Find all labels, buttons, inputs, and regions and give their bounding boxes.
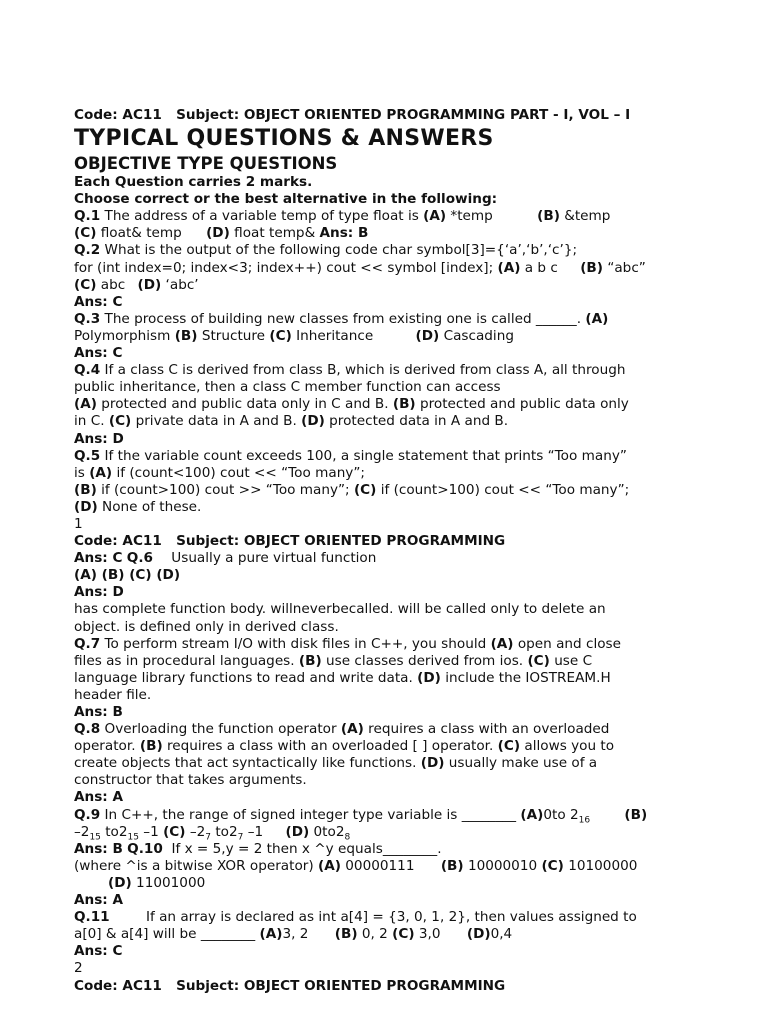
question-8-cont-3: constructor that takes arguments. [74, 772, 307, 789]
question-5-cont: is (A) if (count<100) cout << “Too many”; [74, 464, 365, 481]
question-3: Q.3 The process of building new classes from existing one is called ______. (A) [74, 310, 609, 327]
answer: Ans: D [74, 430, 124, 447]
page-number: 1 [74, 515, 83, 532]
question-5-options: (B) if (count>100) cout >> “Too many”; (C) if (count>100) cout << “Too many”; [74, 481, 630, 498]
question-8: Q.8 Overloading the function operator (A) requires a class with an overloaded [74, 721, 610, 738]
question-1-options: (C) float& temp (D) float temp& Ans: B [74, 225, 369, 242]
question-5-options-2: (D) None of these. [74, 498, 202, 515]
page-header [74, 107, 714, 124]
header-subject: Subject: OBJECT ORIENTED PROGRAMMING PART - I, VOL – I [176, 107, 631, 123]
answer: Ans: A [74, 892, 123, 909]
instruction: Choose correct or the best alternative in the following: [74, 191, 498, 208]
question-11: Q.11 If an array is declared as int a[4] = {3, 0, 1, 2}, then values assigned to [74, 909, 637, 926]
question-10-options-2: (D) 11001000 [108, 874, 206, 891]
marks-note: Each Question carries 2 marks. [74, 174, 313, 191]
question-11-options: a[0] & a[4] will be ________ (A)3, 2 (B) 0, 2 (C) 3,0 (D)0,4 [74, 926, 513, 943]
answer: Ans: B [319, 225, 369, 242]
question-7-cont: files as in procedural languages. (B) use classes derived from ios. (C) use C [74, 652, 593, 669]
question-1: Q.1 The address of a variable temp of type float is (A) *temp (B) &temp [74, 208, 611, 225]
question-7-cont-3: header file. [74, 686, 152, 703]
header-code: Code: AC11 [74, 107, 162, 123]
answer: Ans: C [74, 293, 123, 310]
question-6-labels: (A) (B) (C) (D) [74, 567, 181, 584]
answer: Ans: B [74, 704, 123, 720]
answer: Ans: C [74, 345, 123, 362]
question-2: Q.2 What is the output of the following code char symbol[3]={‘a’,‘b’,‘c’}; [74, 242, 578, 259]
answer: Ans: C [74, 943, 123, 960]
question-8-cont-2: create objects that act syntactically like functions. (D) usually make use of a [74, 755, 598, 772]
question-4: Q.4 If a class C is derived from class B, which is derived from class A, all through [74, 362, 626, 379]
answer: Ans: A [74, 789, 123, 806]
question-7: Q.7 To perform stream I/O with disk files in C++, you should (A) open and close [74, 635, 621, 652]
page-header: Code: AC11 Subject: OBJECT ORIENTED PROGRAMMING [74, 977, 506, 994]
question-5: Q.5 If the variable count exceeds 100, a single statement that prints “Too many” [74, 447, 627, 464]
document-title: TYPICAL QUESTIONS & ANSWERS [74, 126, 494, 152]
question-9: Q.9 In C++, the range of signed integer type variable is ________ (A)0to $2_{16}$ (B) [74, 806, 648, 826]
question-3-options: Polymorphism (B) Structure (C) Inheritance (D) Cascading [74, 327, 514, 344]
question-6: Ans: C Q.6 Usually a pure virtual function [74, 550, 377, 567]
question-2-code: for (int index=0; index<3; index++) cout << symbol [index]; (A) a b c (B) “abc” [74, 259, 646, 276]
question-6-options: has complete function body. willneverbecalled. will be called only to delete an [74, 601, 606, 618]
page-header: Code: AC11 Subject: OBJECT ORIENTED PROGRAMMING [74, 533, 506, 550]
page-number: 2 [74, 960, 83, 977]
question-10-options: (where ^is a bitwise XOR operator) (A) 00000111 (B) 10000010 (C) 10100000 [74, 857, 638, 874]
question-7-cont-2: language library functions to read and write data. (D) include the IOSTREAM.H [74, 669, 611, 686]
question-2-options: (C) abc (D) ‘abc’ [74, 276, 199, 293]
question-6-options-2: object. is defined only in derived class. [74, 618, 339, 635]
question-4-options-2: in C. (C) private data in A and B. (D) protected data in A and B. [74, 413, 509, 430]
question-8-cont: operator. (B) requires a class with an overloaded [ ] operator. (C) allows you to [74, 738, 615, 755]
question-10: Ans: B Q.10 If x = 5,y = 2 then x ^y equals________. [74, 840, 442, 857]
question-4-options: (A) protected and public data only in C and B. (B) protected and public data only [74, 396, 629, 413]
document-body [74, 107, 714, 995]
answer: Ans: D [74, 584, 124, 601]
question-4-cont: public inheritance, then a class C member function can access [74, 379, 501, 396]
section-title: OBJECTIVE TYPE QUESTIONS [74, 154, 338, 174]
question-9-options: $-2_{15}$ $to2_{15}$ –1 (C) $-2_7$ $to2_7$ –1 (D) $0to2_8$ [74, 823, 351, 843]
